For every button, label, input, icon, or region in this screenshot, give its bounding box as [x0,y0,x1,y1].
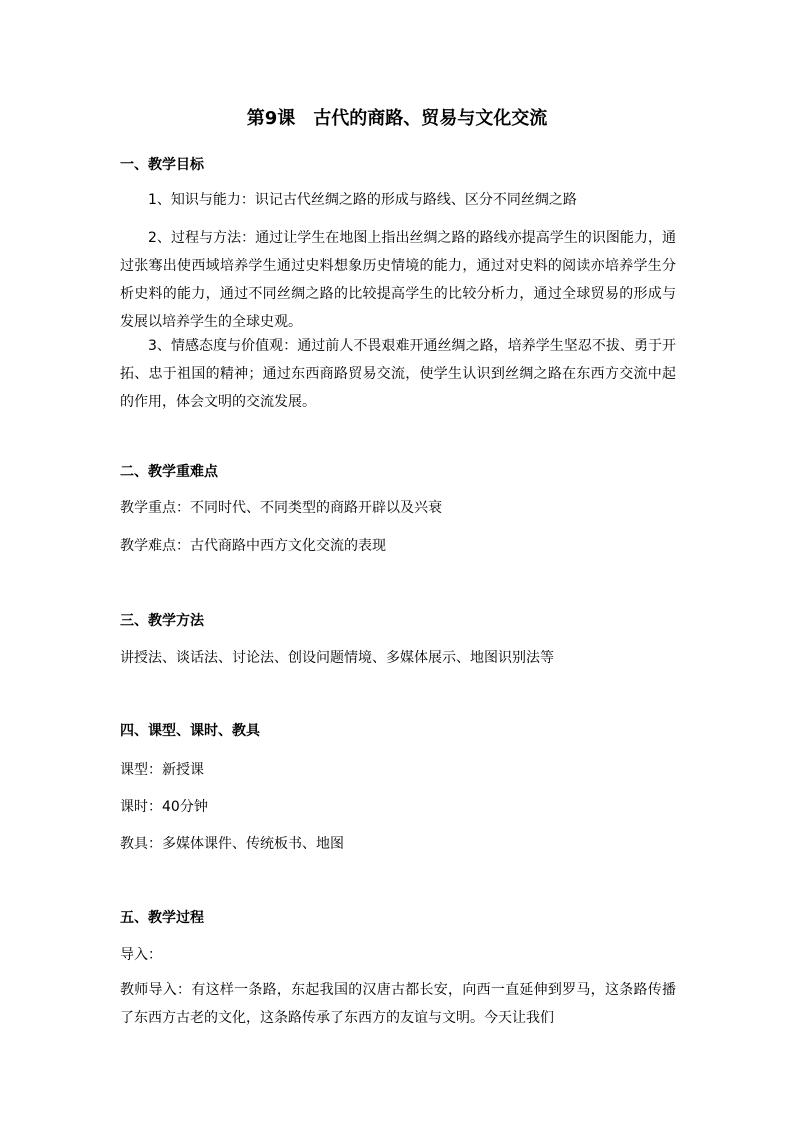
lesson-tools: 教具：多媒体课件、传统板书、地图 [120,836,344,852]
section-heading-goals: 一、教学目标 [120,157,204,173]
section-heading-key-points: 二、教学重难点 [120,464,218,480]
lesson-hours: 课时：40分钟 [120,799,208,815]
section-heading-methods: 三、教学方法 [120,613,204,629]
teaching-focus: 教学重点：不同时代、不同类型的商路开辟以及兴衰 [120,500,442,516]
page-title [0,104,794,130]
teaching-difficulty: 教学难点：古代商路中西方文化交流的表现 [120,538,386,554]
teaching-methods: 讲授法、谈话法、讨论法、创设问题情境、多媒体展示、地图识别法等 [120,650,554,666]
lesson-type: 课型：新授课 [120,762,204,778]
goal-emotion: 3、情感态度与价值观：通过前人不畏艰难开通丝绸之路，培养学生坚忍不拔、勇于开拓、忠于祖国的精神；通过东西商路贸易交流，使学生认识到丝绸之路在东西方交流中起的作用，体会文明的交流发展。 [120,338,676,410]
goal-knowledge: 1、知识与能力：识记古代丝绸之路的形成与路线、区分不同丝绸之路 [148,192,577,208]
lesson-name: 古代的商路、贸易与文化交流 [313,108,548,129]
goal-process: 2、过程与方法：通过让学生在地图上指出丝绸之路的路线亦提高学生的识图能力，通过张骞出使西域培养学生通过史料想象历史情境的能力，通过对史料的阅读亦培养学生分析史料的能力，通过不同丝绸之路的比较提高学生的比较分析力，通过全球贸易的形成与发展以培养学生的全球史观。 [120,230,676,330]
section-heading-process: 五、教学过程 [120,910,204,926]
lesson-number: 第9课 [246,108,296,129]
section-heading-lesson-info: 四、课型、课时、教具 [120,723,260,739]
intro-label: 导入： [120,947,162,963]
intro-text: 教师导入：有这样一条路，东起我国的汉唐古都长安，向西一直延伸到罗马，这条路传播了东西方古老的文化，这条路传承了东西方的友谊与文明。今天让我们 [120,982,676,1026]
